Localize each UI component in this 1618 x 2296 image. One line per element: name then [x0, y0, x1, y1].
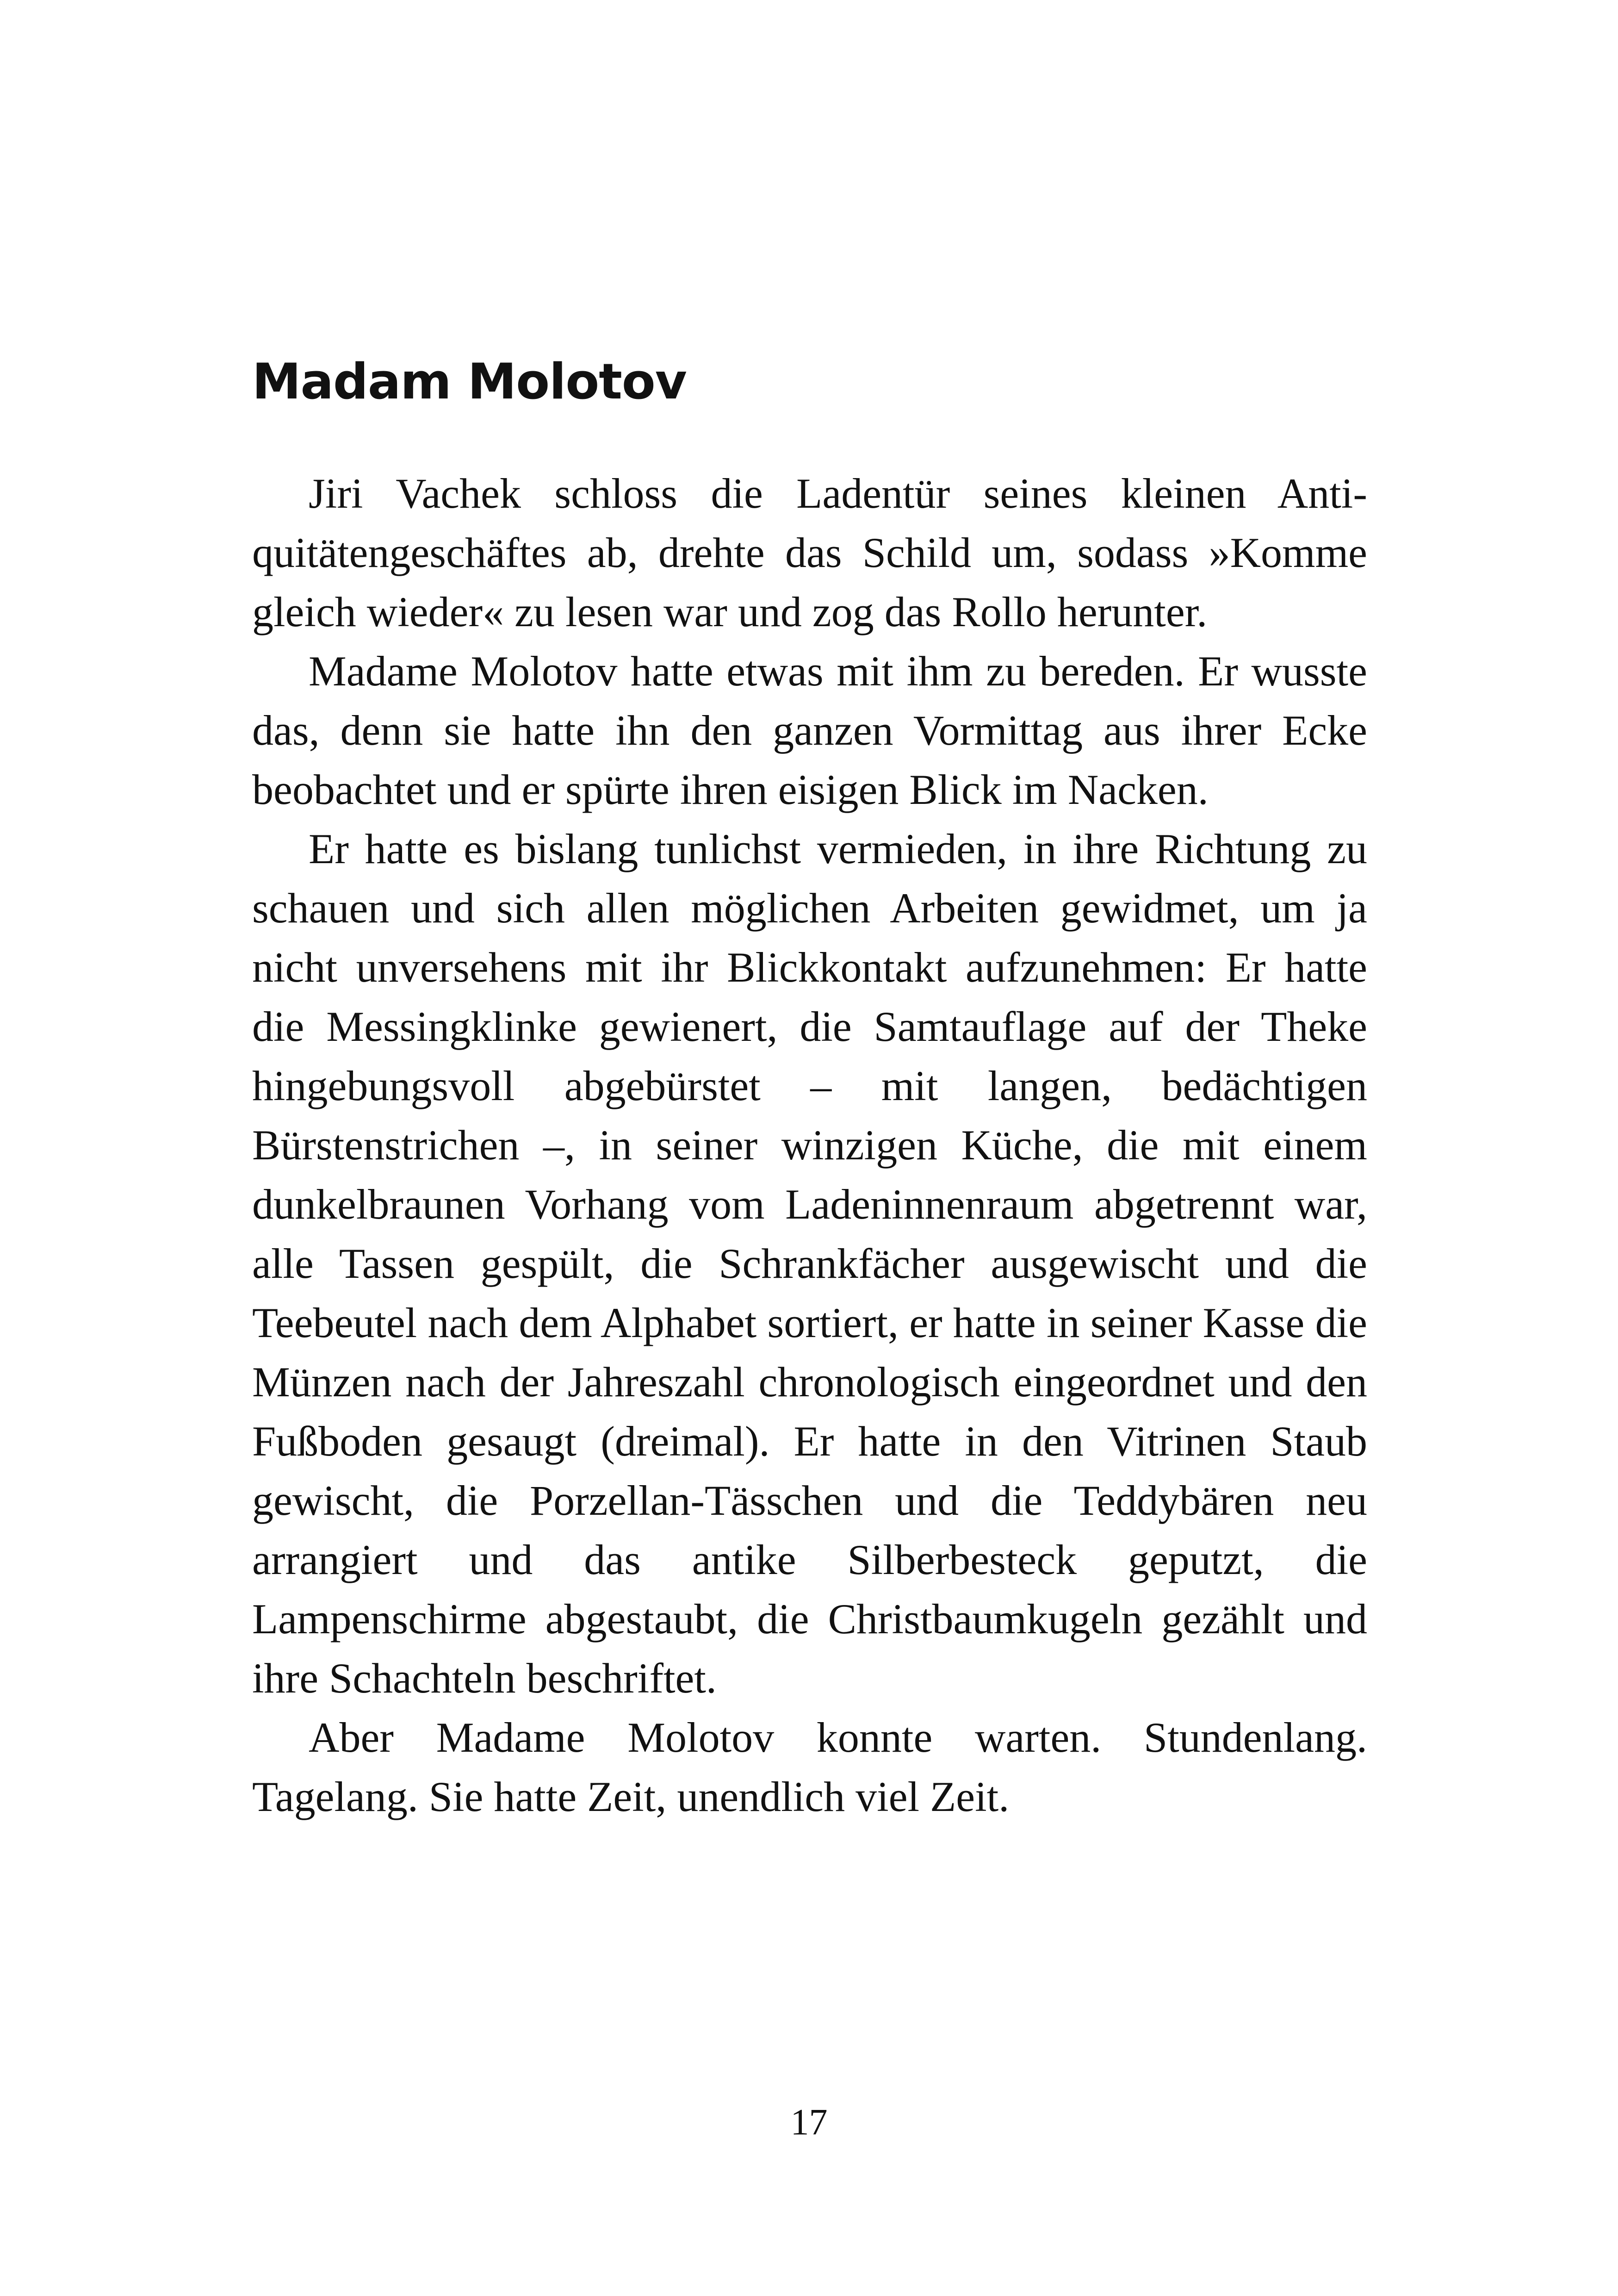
paragraph: Er hatte es bislang tunlichst vermieden, in ihre Richtung zu schauen und sich allen möglichen Arbeiten gewidmet, um ja nicht unversehens mit ihr Blickkontakt aufzunehmen: Er hatte die Messingklinke gewienert, die Samtauflage auf der Theke hingebungsvoll abgebürstet – mit langen, bedächtigen Bürstenstrichen –, in seiner winzigen Küche, die mit einem dunkelbraunen Vorhang vom Ladeninnenraum abgetrennt war, alle Tassen gespült, die Schrankfächer ausgewischt und die Teebeutel nach dem Alphabet sortiert, er hatte in seiner Kasse die Münzen nach der Jahreszahl chronologisch eingeordnet und den Fußboden gesaugt (dreimal). Er hatte in den Vitrinen Staub gewischt, die Porzellan-Tässchen und die Teddybären neu arrangiert und das antike Silberbesteck geputzt, die Lampenschirme abgestaubt, die Christbaumkugeln gezählt und ihre Schachteln beschriftet.	[252, 825, 1367, 1702]
paragraph: Aber Madame Molotov konnte warten. Stundenlang. Tagelang. Sie hatte Zeit, unendlich viel Zeit.	[252, 1714, 1367, 1820]
paragraph: Jiri Vachek schloss die Ladentür seines kleinen Antiquitätengeschäftes ab, drehte das Schild um, sodass »Komme gleich wieder« zu lesen war und zog das Rollo herunter.	[252, 470, 1367, 635]
paragraph: Madame Molotov hatte etwas mit ihm zu bereden. Er wusste das, denn sie hatte ihn den ganzen Vormittag aus ihrer Ecke beobachtet und er spürte ihren eisigen Blick im Nacken.	[252, 647, 1367, 813]
chapter-body	[252, 464, 1367, 1826]
chapter-title: Madam Molotov	[252, 353, 687, 410]
page-number: 17	[790, 2102, 828, 2143]
